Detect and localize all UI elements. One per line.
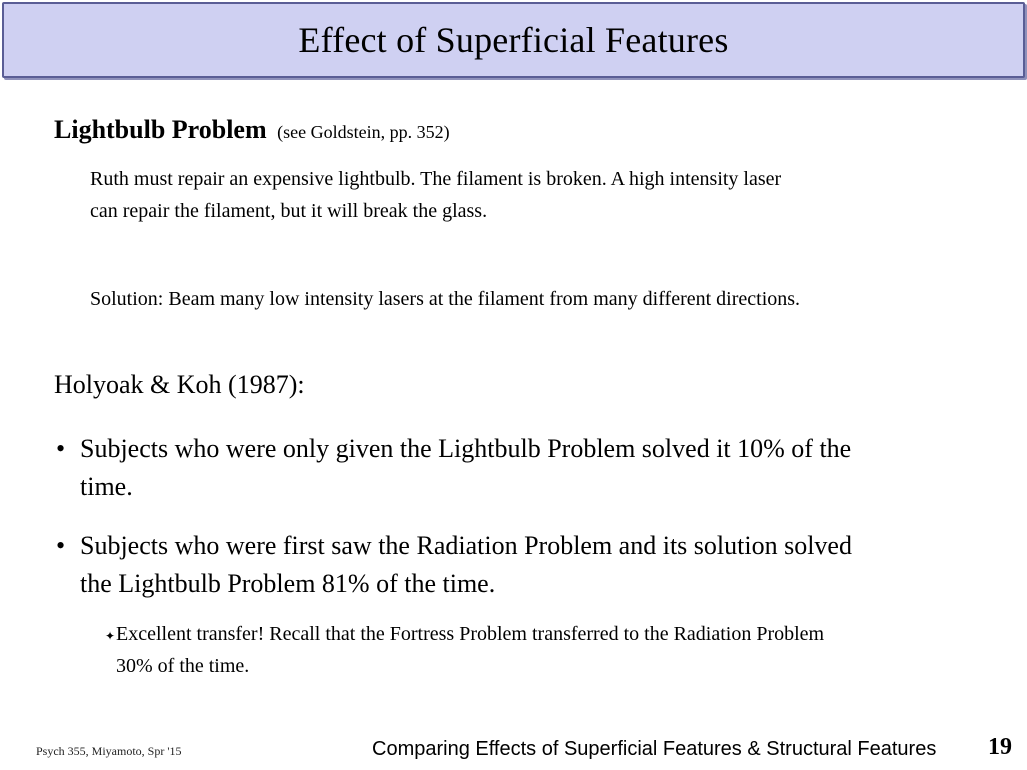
footer-course: Psych 355, Miyamoto, Spr '15: [36, 744, 182, 758]
lightbulb-heading: [54, 115, 450, 145]
problem-paragraph: Ruth must repair an expensive lightbulb. The filament is broken. A high intensity laser can repair the filament, but it will break the glass.: [90, 168, 782, 222]
page-number: 19: [988, 734, 1012, 760]
slide-title: Effect of Superficial Features: [298, 20, 729, 60]
bullet-item: [56, 430, 856, 506]
bullet-dot-icon: •: [56, 531, 66, 560]
bullet-text: Subjects who were only given the Lightbulb Problem solved it 10% of the time.: [80, 434, 852, 501]
bullet-item: [56, 527, 856, 603]
footer-section-title: Comparing Effects of Superficial Features & Structural Features: [372, 738, 937, 760]
diamond-bullet-icon: ✦: [105, 629, 116, 643]
bullet-text: Subjects who were first saw the Radiation Problem and its solution solved the Lightbulb Problem 81% of the time.: [80, 531, 852, 598]
study-subheading: Holyoak & Koh (1987):: [54, 370, 305, 399]
sub-bullet-item: [105, 618, 828, 682]
heading-citation: (see Goldstein, pp. 352): [277, 122, 450, 142]
heading-text: Lightbulb Problem: [54, 115, 267, 144]
solution-paragraph: Solution: Beam many low intensity lasers at the filament from many different directions.: [90, 288, 801, 310]
sub-bullet-text: Excellent transfer! Recall that the Fortress Problem transferred to the Radiation Problem 30% of the time.: [116, 623, 825, 677]
slide-title-bar: [2, 2, 1025, 78]
bullet-dot-icon: •: [56, 434, 66, 463]
